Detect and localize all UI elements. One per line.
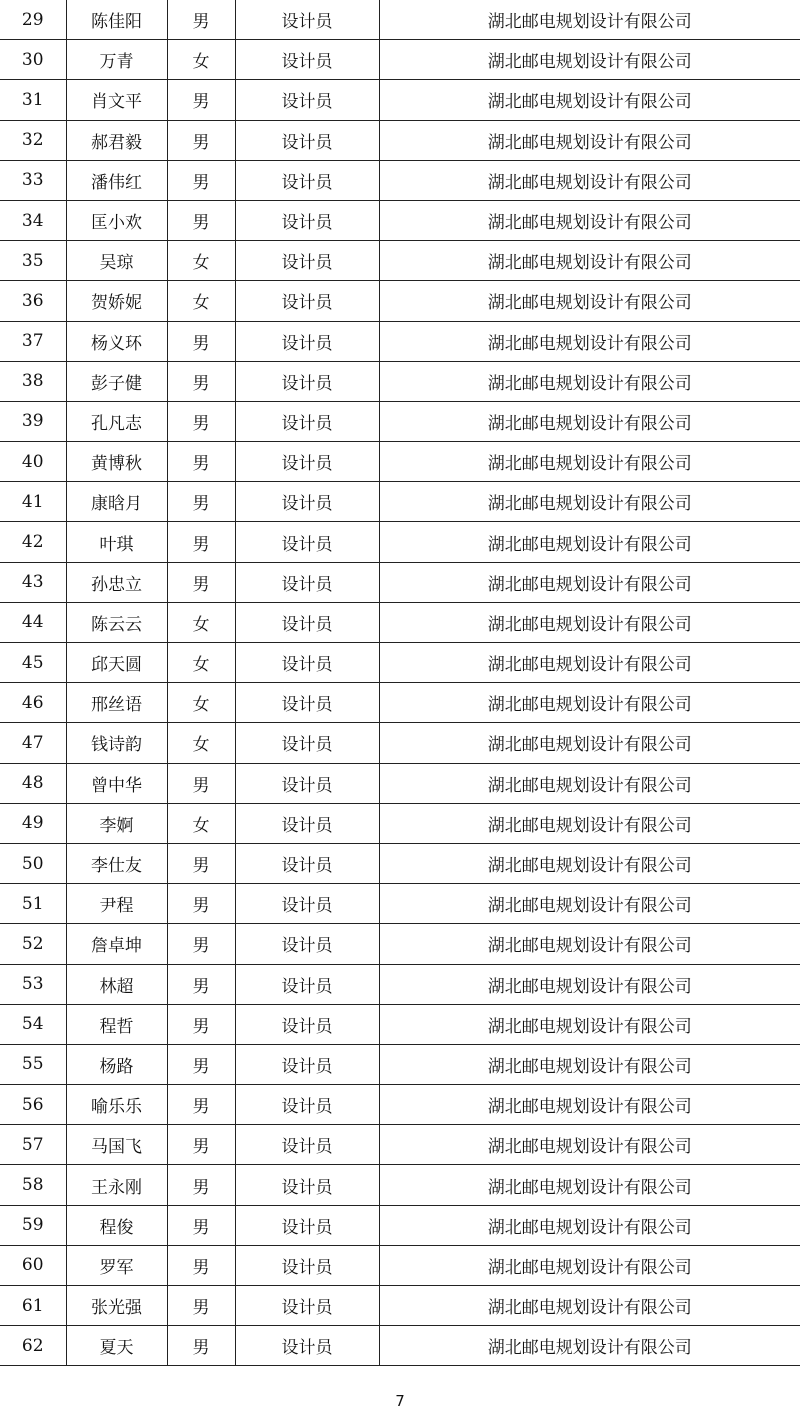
company-cell: 湖北邮电规划设计有限公司 [379, 683, 800, 723]
company-cell: 湖北邮电规划设计有限公司 [379, 241, 800, 281]
row-number-cell: 41 [0, 482, 66, 522]
job-title-cell: 设计员 [235, 562, 379, 602]
table-row [0, 160, 800, 200]
table-row [0, 1326, 800, 1366]
name-cell: 杨路 [66, 1044, 167, 1084]
job-title-cell: 设计员 [235, 321, 379, 361]
row-number-cell: 49 [0, 803, 66, 843]
job-title-cell: 设计员 [235, 361, 379, 401]
gender-cell: 男 [167, 1044, 235, 1084]
table-row [0, 843, 800, 883]
name-cell: 尹程 [66, 884, 167, 924]
name-cell: 夏天 [66, 1326, 167, 1366]
row-number-cell: 54 [0, 1004, 66, 1044]
name-cell: 匡小欢 [66, 200, 167, 240]
gender-cell: 男 [167, 401, 235, 441]
name-cell: 马国飞 [66, 1125, 167, 1165]
row-number-cell: 56 [0, 1085, 66, 1125]
job-title-cell: 设计员 [235, 281, 379, 321]
job-title-cell: 设计员 [235, 120, 379, 160]
company-cell: 湖北邮电规划设计有限公司 [379, 1165, 800, 1205]
company-cell: 湖北邮电规划设计有限公司 [379, 964, 800, 1004]
table-row [0, 1044, 800, 1084]
company-cell: 湖北邮电规划设计有限公司 [379, 1004, 800, 1044]
gender-cell: 男 [167, 1286, 235, 1326]
table-row [0, 0, 800, 40]
job-title-cell: 设计员 [235, 1085, 379, 1125]
gender-cell: 男 [167, 1165, 235, 1205]
company-cell: 湖北邮电规划设计有限公司 [379, 40, 800, 80]
company-cell: 湖北邮电规划设计有限公司 [379, 120, 800, 160]
gender-cell: 男 [167, 200, 235, 240]
table-row [0, 803, 800, 843]
job-title-cell: 设计员 [235, 0, 379, 40]
name-cell: 詹卓坤 [66, 924, 167, 964]
row-number-cell: 52 [0, 924, 66, 964]
gender-cell: 女 [167, 683, 235, 723]
gender-cell: 女 [167, 602, 235, 642]
gender-cell: 男 [167, 763, 235, 803]
job-title-cell: 设计员 [235, 1004, 379, 1044]
name-cell: 邢丝语 [66, 683, 167, 723]
table-row [0, 723, 800, 763]
table-row [0, 442, 800, 482]
row-number-cell: 30 [0, 40, 66, 80]
name-cell: 林超 [66, 964, 167, 1004]
company-cell: 湖北邮电规划设计有限公司 [379, 401, 800, 441]
gender-cell: 女 [167, 723, 235, 763]
gender-cell: 男 [167, 1125, 235, 1165]
name-cell: 肖文平 [66, 80, 167, 120]
table-row [0, 361, 800, 401]
name-cell: 张光强 [66, 1286, 167, 1326]
table-row [0, 1205, 800, 1245]
gender-cell: 男 [167, 80, 235, 120]
table-row [0, 281, 800, 321]
name-cell: 程俊 [66, 1205, 167, 1245]
gender-cell: 男 [167, 321, 235, 361]
job-title-cell: 设计员 [235, 924, 379, 964]
table-row [0, 964, 800, 1004]
company-cell: 湖北邮电规划设计有限公司 [379, 602, 800, 642]
name-cell: 杨义环 [66, 321, 167, 361]
gender-cell: 女 [167, 281, 235, 321]
gender-cell: 男 [167, 1205, 235, 1245]
company-cell: 湖北邮电规划设计有限公司 [379, 763, 800, 803]
row-number-cell: 57 [0, 1125, 66, 1165]
name-cell: 康晗月 [66, 482, 167, 522]
row-number-cell: 44 [0, 602, 66, 642]
job-title-cell: 设计员 [235, 803, 379, 843]
row-number-cell: 45 [0, 643, 66, 683]
gender-cell: 男 [167, 442, 235, 482]
table-row [0, 40, 800, 80]
company-cell: 湖北邮电规划设计有限公司 [379, 442, 800, 482]
gender-cell: 男 [167, 361, 235, 401]
company-cell: 湖北邮电规划设计有限公司 [379, 1286, 800, 1326]
job-title-cell: 设计员 [235, 1286, 379, 1326]
name-cell: 罗军 [66, 1245, 167, 1285]
name-cell: 潘伟红 [66, 160, 167, 200]
name-cell: 喻乐乐 [66, 1085, 167, 1125]
name-cell: 黄博秋 [66, 442, 167, 482]
row-number-cell: 40 [0, 442, 66, 482]
job-title-cell: 设计员 [235, 401, 379, 441]
job-title-cell: 设计员 [235, 80, 379, 120]
table-row [0, 1125, 800, 1165]
company-cell: 湖北邮电规划设计有限公司 [379, 482, 800, 522]
job-title-cell: 设计员 [235, 843, 379, 883]
company-cell: 湖北邮电规划设计有限公司 [379, 924, 800, 964]
company-cell: 湖北邮电规划设计有限公司 [379, 643, 800, 683]
company-cell: 湖北邮电规划设计有限公司 [379, 884, 800, 924]
gender-cell: 女 [167, 643, 235, 683]
table-row [0, 321, 800, 361]
job-title-cell: 设计员 [235, 643, 379, 683]
name-cell: 李婀 [66, 803, 167, 843]
row-number-cell: 38 [0, 361, 66, 401]
name-cell: 孙忠立 [66, 562, 167, 602]
row-number-cell: 62 [0, 1326, 66, 1366]
row-number-cell: 55 [0, 1044, 66, 1084]
table-row [0, 120, 800, 160]
company-cell: 湖北邮电规划设计有限公司 [379, 200, 800, 240]
table-row [0, 241, 800, 281]
table-row [0, 924, 800, 964]
gender-cell: 男 [167, 1245, 235, 1285]
table-row [0, 1004, 800, 1044]
job-title-cell: 设计员 [235, 1044, 379, 1084]
job-title-cell: 设计员 [235, 1326, 379, 1366]
row-number-cell: 53 [0, 964, 66, 1004]
company-cell: 湖北邮电规划设计有限公司 [379, 843, 800, 883]
company-cell: 湖北邮电规划设计有限公司 [379, 0, 800, 40]
gender-cell: 女 [167, 40, 235, 80]
row-number-cell: 32 [0, 120, 66, 160]
table-row [0, 1286, 800, 1326]
job-title-cell: 设计员 [235, 763, 379, 803]
job-title-cell: 设计员 [235, 442, 379, 482]
page-number: 7 [395, 1392, 405, 1410]
job-title-cell: 设计员 [235, 1245, 379, 1285]
name-cell: 王永刚 [66, 1165, 167, 1205]
job-title-cell: 设计员 [235, 683, 379, 723]
row-number-cell: 33 [0, 160, 66, 200]
table-row [0, 401, 800, 441]
name-cell: 叶琪 [66, 522, 167, 562]
job-title-cell: 设计员 [235, 723, 379, 763]
table-row [0, 643, 800, 683]
table-row [0, 522, 800, 562]
company-cell: 湖北邮电规划设计有限公司 [379, 1245, 800, 1285]
job-title-cell: 设计员 [235, 241, 379, 281]
gender-cell: 女 [167, 803, 235, 843]
row-number-cell: 60 [0, 1245, 66, 1285]
job-title-cell: 设计员 [235, 522, 379, 562]
company-cell: 湖北邮电规划设计有限公司 [379, 80, 800, 120]
name-cell: 陈云云 [66, 602, 167, 642]
row-number-cell: 59 [0, 1205, 66, 1245]
name-cell: 陈佳阳 [66, 0, 167, 40]
row-number-cell: 43 [0, 562, 66, 602]
table-row [0, 80, 800, 120]
job-title-cell: 设计员 [235, 160, 379, 200]
gender-cell: 男 [167, 1004, 235, 1044]
gender-cell: 男 [167, 120, 235, 160]
job-title-cell: 设计员 [235, 964, 379, 1004]
company-cell: 湖北邮电规划设计有限公司 [379, 321, 800, 361]
row-number-cell: 35 [0, 241, 66, 281]
gender-cell: 男 [167, 482, 235, 522]
table-row [0, 482, 800, 522]
job-title-cell: 设计员 [235, 482, 379, 522]
table-row [0, 602, 800, 642]
gender-cell: 男 [167, 160, 235, 200]
gender-cell: 男 [167, 843, 235, 883]
row-number-cell: 46 [0, 683, 66, 723]
name-cell: 曾中华 [66, 763, 167, 803]
company-cell: 湖北邮电规划设计有限公司 [379, 361, 800, 401]
row-number-cell: 31 [0, 80, 66, 120]
job-title-cell: 设计员 [235, 884, 379, 924]
company-cell: 湖北邮电规划设计有限公司 [379, 1125, 800, 1165]
row-number-cell: 34 [0, 200, 66, 240]
row-number-cell: 36 [0, 281, 66, 321]
gender-cell: 男 [167, 964, 235, 1004]
row-number-cell: 50 [0, 843, 66, 883]
row-number-cell: 47 [0, 723, 66, 763]
gender-cell: 女 [167, 241, 235, 281]
company-cell: 湖北邮电规划设计有限公司 [379, 1044, 800, 1084]
company-cell: 湖北邮电规划设计有限公司 [379, 281, 800, 321]
name-cell: 贺娇妮 [66, 281, 167, 321]
gender-cell: 男 [167, 522, 235, 562]
company-cell: 湖北邮电规划设计有限公司 [379, 1205, 800, 1245]
company-cell: 湖北邮电规划设计有限公司 [379, 723, 800, 763]
table-row [0, 884, 800, 924]
company-cell: 湖北邮电规划设计有限公司 [379, 562, 800, 602]
job-title-cell: 设计员 [235, 200, 379, 240]
table-row [0, 1245, 800, 1285]
row-number-cell: 39 [0, 401, 66, 441]
job-title-cell: 设计员 [235, 1205, 379, 1245]
table-row [0, 200, 800, 240]
row-number-cell: 42 [0, 522, 66, 562]
job-title-cell: 设计员 [235, 40, 379, 80]
table-row [0, 562, 800, 602]
name-cell: 程哲 [66, 1004, 167, 1044]
table-row [0, 1165, 800, 1205]
name-cell: 钱诗韵 [66, 723, 167, 763]
row-number-cell: 29 [0, 0, 66, 40]
name-cell: 邱天圆 [66, 643, 167, 683]
row-number-cell: 48 [0, 763, 66, 803]
company-cell: 湖北邮电规划设计有限公司 [379, 1085, 800, 1125]
gender-cell: 男 [167, 924, 235, 964]
table-row [0, 683, 800, 723]
gender-cell: 男 [167, 1326, 235, 1366]
name-cell: 孔凡志 [66, 401, 167, 441]
job-title-cell: 设计员 [235, 1165, 379, 1205]
gender-cell: 男 [167, 562, 235, 602]
gender-cell: 男 [167, 1085, 235, 1125]
company-cell: 湖北邮电规划设计有限公司 [379, 522, 800, 562]
name-cell: 李仕友 [66, 843, 167, 883]
job-title-cell: 设计员 [235, 602, 379, 642]
name-cell: 彭子健 [66, 361, 167, 401]
company-cell: 湖北邮电规划设计有限公司 [379, 160, 800, 200]
table-row [0, 763, 800, 803]
row-number-cell: 61 [0, 1286, 66, 1326]
name-cell: 吴琼 [66, 241, 167, 281]
table-row [0, 1085, 800, 1125]
name-cell: 万青 [66, 40, 167, 80]
row-number-cell: 37 [0, 321, 66, 361]
row-number-cell: 51 [0, 884, 66, 924]
row-number-cell: 58 [0, 1165, 66, 1205]
job-title-cell: 设计员 [235, 1125, 379, 1165]
company-cell: 湖北邮电规划设计有限公司 [379, 1326, 800, 1366]
company-cell: 湖北邮电规划设计有限公司 [379, 803, 800, 843]
gender-cell: 男 [167, 0, 235, 40]
gender-cell: 男 [167, 884, 235, 924]
name-cell: 郝君毅 [66, 120, 167, 160]
